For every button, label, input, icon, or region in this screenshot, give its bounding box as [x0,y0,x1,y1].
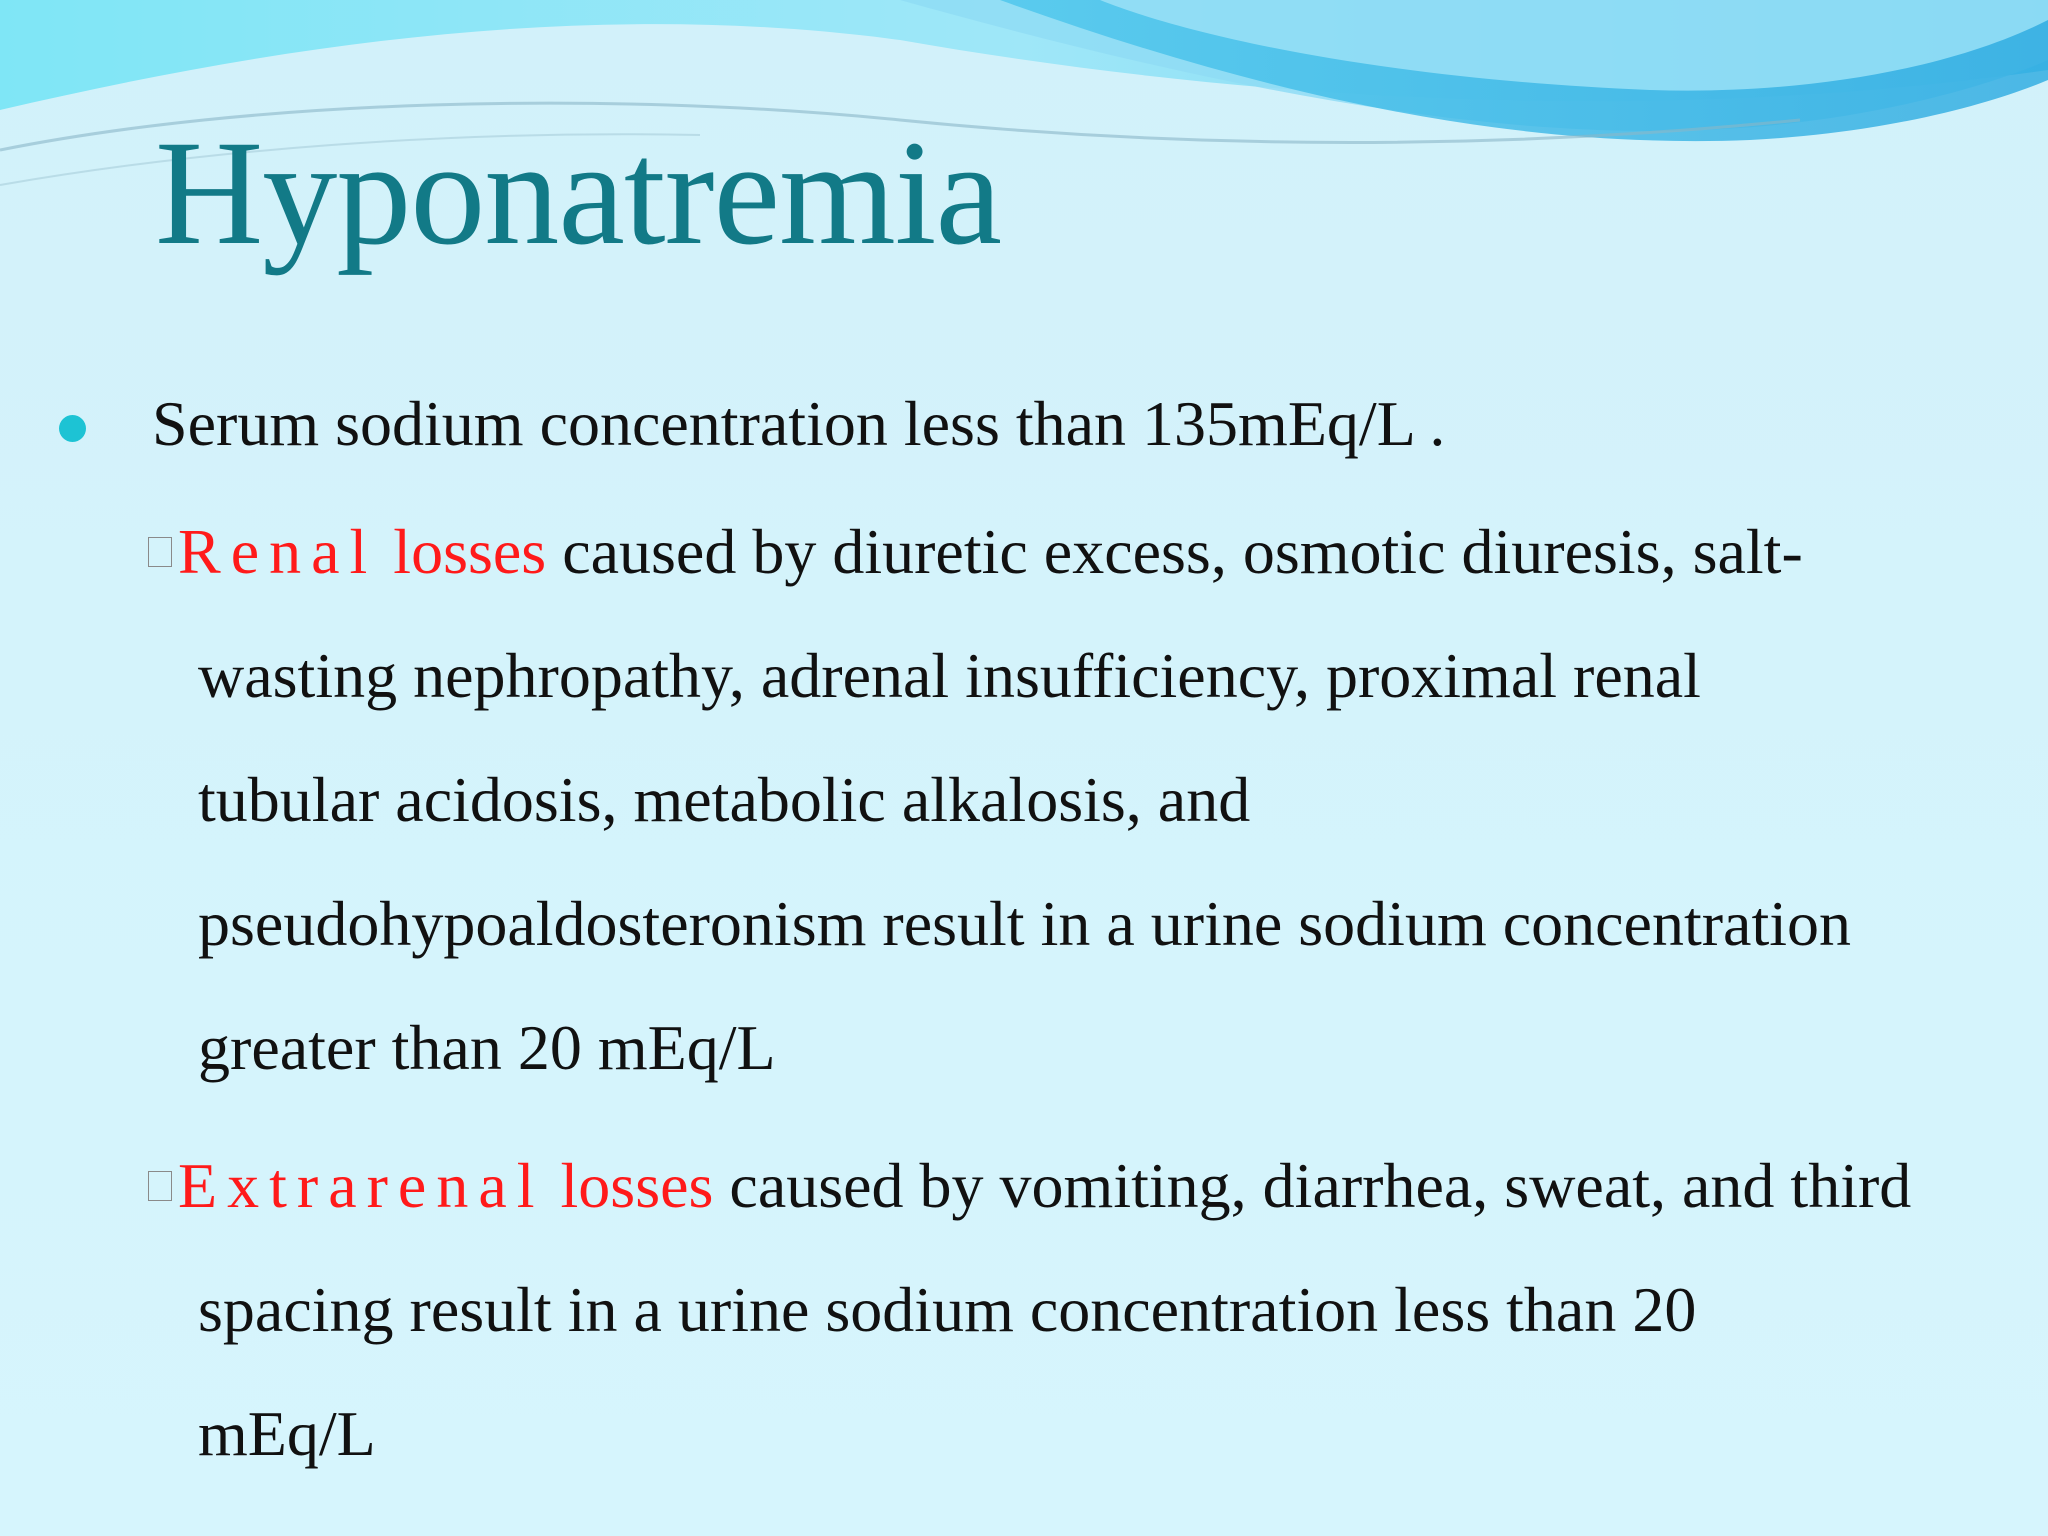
renal-losses-line-4: pseudohypoaldosteronism result in a urine sodium concentration [198,888,1851,959]
renal-losses-line-2: wasting nephropathy, adrenal insufficiency, proximal renal [198,640,1701,711]
extrarenal-losses-line-3: mEq/L [198,1398,376,1469]
extrarenal-label: Extrarenal [178,1150,545,1221]
renal-losses-line-3: tubular acidosis, metabolic alkalosis, and [198,764,1251,835]
renal-losses-item [148,490,2028,1110]
renal-losses-lead-text: caused by diuretic excess, osmotic diuresis, salt- [546,516,1803,587]
missing-glyph-box-icon [148,537,172,567]
extrarenal-losses-lead-text: caused by vomiting, diarrhea, sweat, and third [713,1150,1912,1221]
renal-losses-label [377,516,546,587]
bullet-text: Serum sodium concentration less than 135mEq/L . [152,388,1446,459]
extrarenal-losses-line-2: spacing result in a urine sodium concentration less than 20 [198,1274,1697,1345]
renal-losses-line-5: greater than 20 mEq/L [198,1012,776,1083]
missing-glyph-box-icon [148,1171,172,1201]
extrarenal-losses-item [148,1124,2028,1496]
renal-losses-word: losses [393,516,547,587]
extrarenal-losses-lead-line [148,1124,2028,1248]
renal-losses-lead-line [148,490,2028,614]
renal-label: Renal [178,516,378,587]
filled-circle-bullet-icon [59,415,86,442]
extrarenal-losses-word: losses [560,1150,714,1221]
extrarenal-losses-label [545,1150,714,1221]
slide-title: Hyponatremia [155,110,1002,276]
